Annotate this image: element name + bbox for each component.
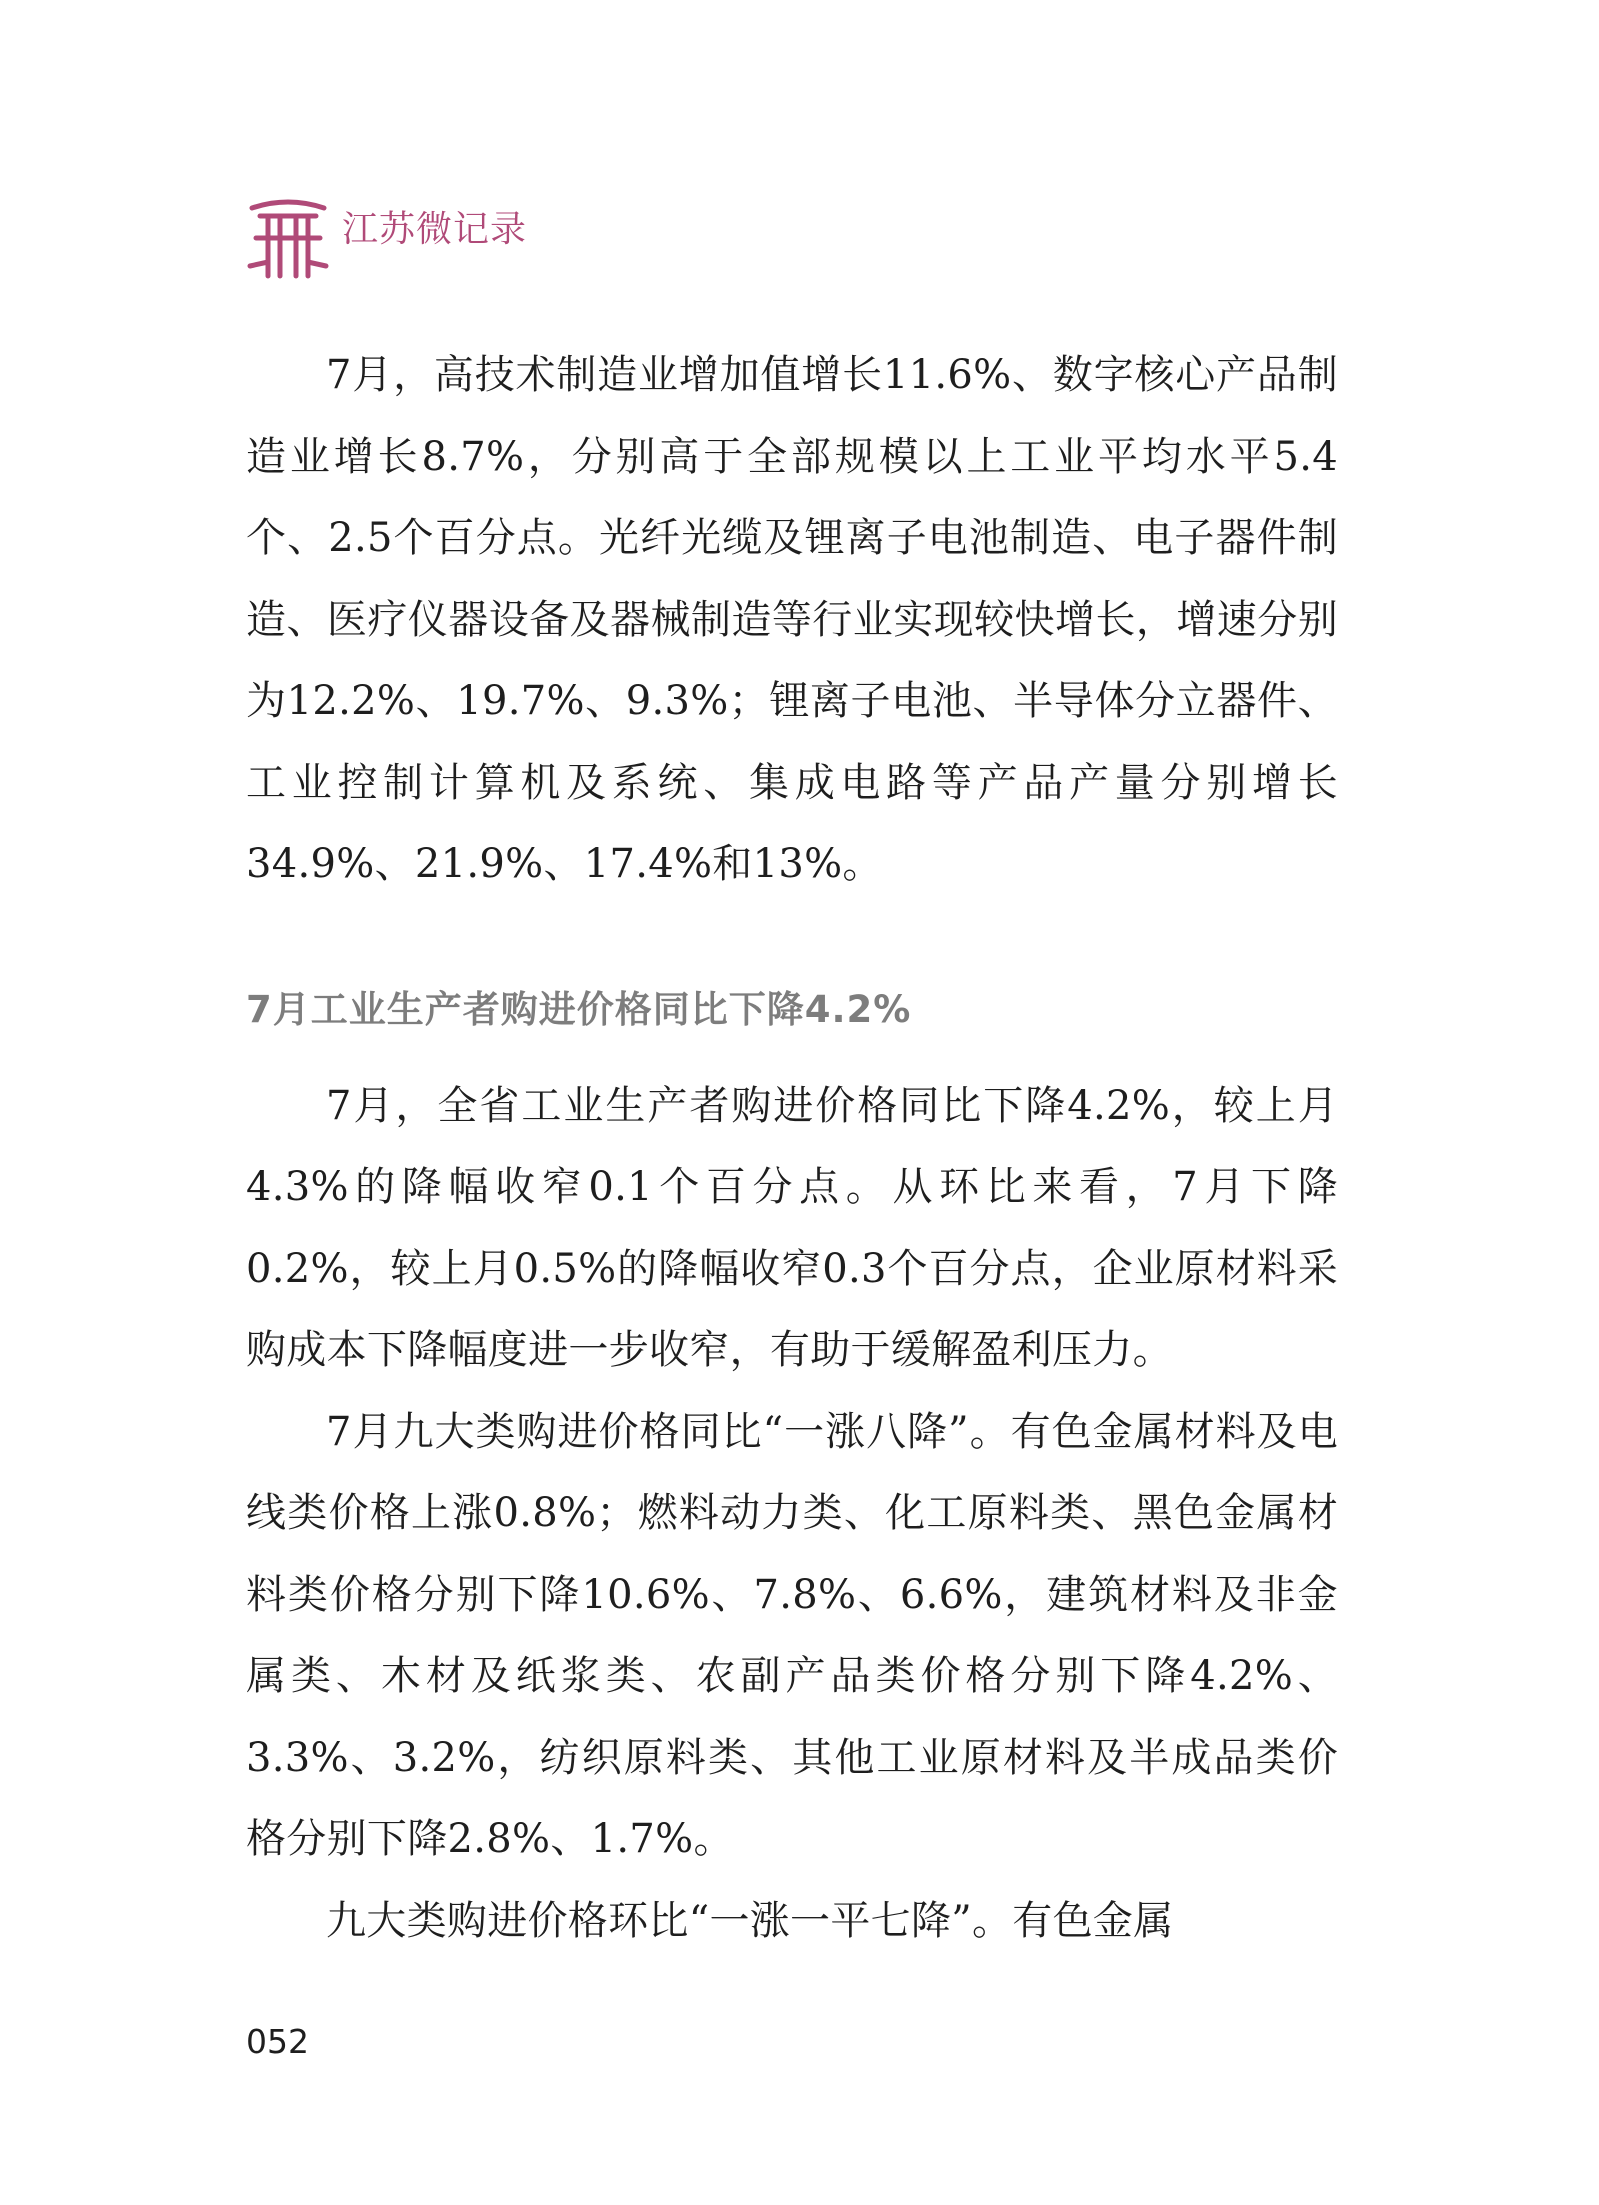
body-paragraph: 7月九大类购进价格同比“一涨八降”。有色金属材料及电线类价格上涨0.8%；燃料动力类、化工原料类、黑色金属材料类价格分别下降10.6%、7.8%、6.6%，建筑材料及非金属类、木材及纸浆类、农副产品类价格分别下降4.2%、3.3%、3.2%，纺织原料类、其他工业原材料及半成品类价格分别下降2.8%、1.7%。 [246,1408,1338,1862]
main-content [246,335,1338,1962]
section-heading: 7月工业生产者购进价格同比下降4.2% [246,987,912,1031]
page-number: 052 [246,2022,309,2061]
page-header [246,186,527,286]
jiangsu-pavilion-logo-icon [246,192,330,280]
header-title: 江苏微记录 [342,208,528,250]
body-paragraph: 7月，高技术制造业增加值增长11.6%、数字核心产品制造业增长8.7%，分别高于全部规模以上工业平均水平5.4个、2.5个百分点。光纤光缆及锂离子电池制造、电子器件制造、医疗仪器设备及器械制造等行业实现较快增长，增速分别为12.2%、19.7%、9.3%；锂离子电池、半导体分立器件、工业控制计算机及系统、集成电路等产品产量分别增长34.9%、21.9%、17.4%和13%。 [246,352,1338,887]
body-paragraph: 九大类购进价格环比“一涨一平七降”。有色金属 [326,1897,1174,1944]
body-paragraph: 7月，全省工业生产者购进价格同比下降4.2%，较上月4.3%的降幅收窄0.1个百分点。从环比来看，7月下降0.2%，较上月0.5%的降幅收窄0.3个百分点，企业原材料采购成本下降幅度进一步收窄，有助于缓解盈利压力。 [246,1082,1338,1373]
